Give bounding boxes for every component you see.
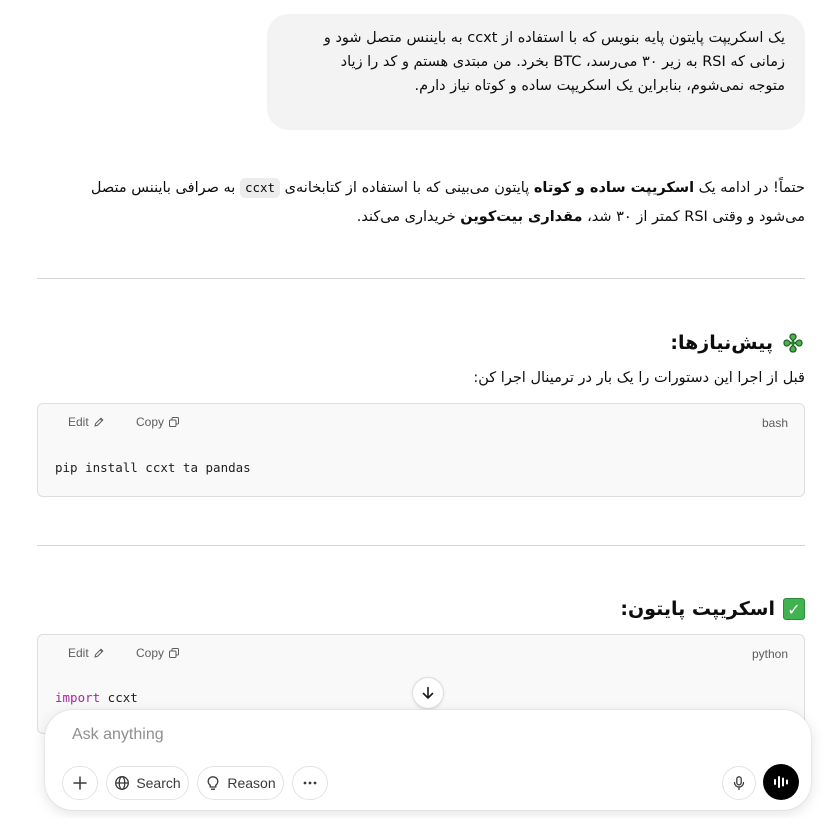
dictate-button[interactable]	[722, 766, 756, 800]
reason-button[interactable]	[197, 766, 284, 800]
intro-bold-text: مقداری بیت‌کوین	[460, 209, 583, 225]
arrow-down-icon	[420, 685, 436, 701]
edit-code-button[interactable]	[68, 646, 105, 660]
prereq-instruction: قبل از اجرا این دستورات را یک بار در ترمینال اجرا کن:	[473, 370, 805, 386]
plus-icon	[72, 775, 88, 791]
puzzle-clover-icon	[781, 331, 805, 355]
more-options-button[interactable]	[292, 766, 328, 800]
bash-code-block	[37, 403, 805, 497]
reason-label: Reason	[227, 775, 276, 791]
lightbulb-icon	[205, 775, 221, 791]
user-message-bubble	[267, 14, 805, 130]
copy-code-button[interactable]	[136, 646, 180, 660]
intro-text: حتماً! در ادامه یک	[694, 180, 805, 196]
prereq-heading	[670, 331, 805, 355]
intro-bold-text: اسکریپت ساده و کوتاه	[533, 180, 695, 196]
code-block-header	[38, 635, 804, 669]
intro-text: پایتون می‌بینی که با استفاده از کتابخانه‌ی	[280, 180, 534, 196]
code-language-label: python	[751, 647, 788, 661]
waveform-icon	[772, 773, 790, 791]
assistant-intro-line-1	[37, 174, 805, 203]
script-heading	[620, 598, 805, 620]
search-button[interactable]	[106, 766, 189, 800]
search-label: Search	[136, 775, 181, 791]
intro-text: به صرافی بایننس متصل	[90, 180, 240, 196]
assistant-intro-paragraph	[37, 174, 805, 232]
script-heading-text: اسکریپت پایتون:	[620, 598, 775, 620]
prereq-heading-text: پیش‌نیازها:	[670, 332, 773, 354]
user-message-line: متوجه نمی‌شوم، بنابراین یک اسکریپت ساده و کوتاه نیاز دارم.	[414, 78, 785, 94]
intro-text: می‌شود و وقتی RSI کمتر از ۳۰ شد،	[582, 209, 805, 225]
code-block-header	[38, 404, 804, 438]
assistant-intro-line-2	[37, 203, 805, 232]
copy-code-button[interactable]	[136, 415, 180, 429]
code-keyword: import	[55, 690, 101, 705]
globe-icon	[114, 775, 130, 791]
edit-code-button[interactable]	[68, 415, 105, 429]
copy-label: Copy	[136, 646, 165, 660]
code-content: pip install ccxt ta pandas	[55, 460, 251, 475]
code-text: ccxt	[100, 690, 138, 705]
pencil-icon	[93, 647, 105, 659]
edit-label: Edit	[68, 646, 89, 660]
divider	[37, 278, 805, 279]
pencil-icon	[93, 416, 105, 428]
divider	[37, 545, 805, 546]
user-message-line: یک اسکریپت پایتون پایه بنویس که با استفاده از ccxt به بایننس متصل شود و	[323, 30, 785, 46]
message-input[interactable]	[72, 726, 672, 744]
attach-button[interactable]	[62, 766, 98, 800]
microphone-icon	[731, 775, 747, 791]
copy-label: Copy	[136, 415, 165, 429]
intro-text: خریداری می‌کند.	[356, 209, 461, 225]
message-composer	[45, 710, 811, 810]
copy-icon	[168, 647, 180, 659]
code-language-label: bash	[761, 416, 788, 430]
scroll-to-bottom-button[interactable]	[412, 677, 444, 709]
ellipsis-icon	[302, 775, 318, 791]
copy-icon	[168, 416, 180, 428]
voice-mode-button[interactable]	[763, 764, 799, 800]
check-mark-icon: ✓	[783, 598, 805, 620]
edit-label: Edit	[68, 415, 89, 429]
user-message-line: زمانی که RSI به زیر ۳۰ می‌رسد، BTC بخرد. من مبتدی هستم و کد را زیاد	[340, 54, 785, 70]
inline-code-ccxt: ccxt	[240, 178, 280, 198]
